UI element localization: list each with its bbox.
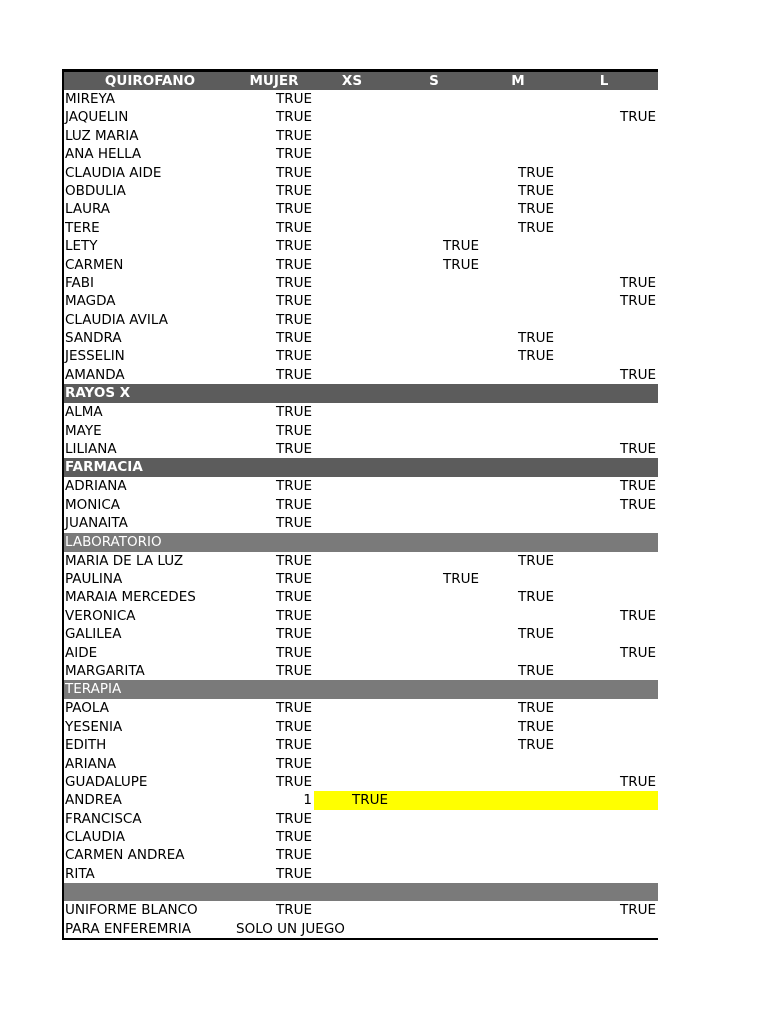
name-cell[interactable]: GALILEA [65, 626, 122, 643]
table-row [64, 496, 658, 514]
mujer-cell[interactable]: TRUE [275, 219, 312, 236]
table-row [64, 403, 658, 421]
table-row [64, 274, 658, 292]
name-cell[interactable]: MAYE [65, 422, 102, 439]
m-cell[interactable]: TRUE [517, 164, 554, 181]
header-row [64, 69, 658, 90]
mujer-cell[interactable]: TRUE [275, 865, 312, 882]
l-cell[interactable]: TRUE [619, 441, 656, 458]
name-cell[interactable]: ALMA [65, 404, 103, 421]
table-body [64, 90, 658, 940]
s-cell[interactable]: TRUE [442, 238, 479, 255]
spreadsheet-table [62, 69, 658, 940]
name-cell[interactable]: LUZ MARIA [65, 127, 139, 144]
m-cell[interactable]: TRUE [517, 626, 554, 643]
mujer-cell[interactable]: TRUE [275, 146, 312, 163]
table-row [64, 127, 658, 145]
name-cell[interactable]: ADRIANA [65, 478, 127, 495]
table-row [64, 237, 658, 255]
s-cell[interactable]: TRUE [442, 570, 479, 587]
l-cell[interactable]: TRUE [619, 902, 656, 919]
table-row [64, 145, 658, 163]
table-row [64, 477, 658, 495]
name-cell[interactable]: CLAUDIA AVILA [65, 311, 168, 328]
name-cell[interactable]: AMANDA [65, 366, 125, 383]
table-row [64, 366, 658, 384]
name-cell[interactable]: JESSELIN [65, 348, 125, 365]
m-cell[interactable]: TRUE [517, 737, 554, 754]
name-cell[interactable]: LAURA [65, 201, 111, 218]
table-row [64, 828, 658, 846]
m-cell[interactable]: TRUE [517, 718, 554, 735]
mujer-cell[interactable]: TRUE [275, 441, 312, 458]
mujer-cell[interactable]: TRUE [275, 662, 312, 679]
table-row [64, 219, 658, 237]
m-cell[interactable]: TRUE [517, 201, 554, 218]
name-cell[interactable]: TERE [65, 219, 100, 236]
table-row [64, 90, 658, 108]
table-row [64, 773, 658, 791]
table-row [64, 699, 658, 717]
name-cell[interactable]: MAGDA [65, 293, 116, 310]
mujer-cell[interactable]: TRUE [275, 201, 312, 218]
name-cell[interactable]: YESENIA [65, 718, 123, 735]
name-cell[interactable]: ANDREA [65, 792, 122, 809]
table-row [64, 182, 658, 200]
l-cell[interactable]: TRUE [619, 496, 656, 513]
table-row [64, 755, 658, 773]
name-cell[interactable]: RITA [65, 865, 95, 882]
header-l[interactable]: L [599, 73, 609, 89]
table-row [64, 347, 658, 365]
l-cell[interactable]: TRUE [619, 478, 656, 495]
table-row [64, 200, 658, 218]
mujer-cell[interactable]: TRUE [275, 718, 312, 735]
m-cell[interactable]: TRUE [517, 662, 554, 679]
l-cell[interactable]: TRUE [619, 366, 656, 383]
mujer-cell[interactable]: TRUE [275, 404, 312, 421]
name-cell[interactable]: GUADALUPE [65, 773, 148, 790]
name-cell[interactable]: FRANCISCA [65, 810, 142, 827]
name-cell[interactable]: ANA HELLA [65, 146, 142, 163]
name-cell[interactable]: ARIANA [65, 755, 117, 772]
section-label[interactable]: FARMACIA [65, 459, 143, 476]
table-row [64, 846, 658, 864]
name-cell[interactable]: LILIANA [65, 441, 117, 458]
mujer-cell[interactable]: TRUE [275, 570, 312, 587]
mujer-cell[interactable]: TRUE [275, 182, 312, 199]
name-cell[interactable]: JAQUELIN [65, 109, 129, 126]
header-mujer[interactable]: MUJER [249, 73, 299, 89]
l-cell[interactable]: TRUE [619, 607, 656, 624]
name-cell[interactable]: CARMEN ANDREA [65, 847, 185, 864]
mujer-cell[interactable]: TRUE [275, 644, 312, 661]
mujer-cell[interactable]: TRUE [275, 127, 312, 144]
mujer-cell[interactable]: TRUE [275, 91, 312, 107]
name-cell[interactable]: LETY [65, 238, 98, 255]
name-cell[interactable]: PAOLA [65, 700, 109, 717]
header-xs[interactable]: XS [341, 73, 363, 89]
table-row [64, 164, 658, 182]
m-cell[interactable]: TRUE [517, 219, 554, 236]
table-row [64, 920, 658, 940]
mujer-cell[interactable]: TRUE [275, 366, 312, 383]
name-cell[interactable]: FABI [65, 274, 95, 291]
name-cell[interactable]: UNIFORME BLANCO [65, 902, 198, 919]
name-cell[interactable]: JUANAITA [65, 515, 128, 532]
mujer-cell[interactable]: TRUE [275, 238, 312, 255]
section-header-row [64, 883, 658, 901]
mujer-cell[interactable]: TRUE [275, 700, 312, 717]
name-cell[interactable]: OBDULIA [65, 182, 126, 199]
l-cell[interactable]: TRUE [619, 274, 656, 291]
table-row [64, 570, 658, 588]
table-row [64, 662, 658, 680]
name-cell[interactable]: MIREYA [65, 91, 115, 107]
mujer-cell[interactable]: TRUE [275, 773, 312, 790]
section-header-row [64, 384, 658, 403]
mujer-cell[interactable]: TRUE [275, 847, 312, 864]
mujer-cell[interactable]: TRUE [275, 422, 312, 439]
table-row [64, 718, 658, 736]
mujer-cell[interactable]: TRUE [275, 755, 312, 772]
name-cell[interactable]: AIDE [65, 644, 98, 661]
name-cell[interactable]: MARGARITA [65, 662, 145, 679]
table-row [64, 791, 658, 809]
table-row [64, 514, 658, 532]
table-row [64, 625, 658, 643]
name-cell[interactable]: PARA ENFEREMRIA [65, 920, 191, 937]
mujer-cell[interactable]: TRUE [275, 626, 312, 643]
l-cell[interactable]: TRUE [619, 109, 656, 126]
mujer-cell[interactable]: TRUE [275, 810, 312, 827]
name-cell[interactable]: SANDRA [65, 330, 122, 347]
m-cell[interactable]: TRUE [517, 348, 554, 365]
mujer-cell[interactable]: TRUE [275, 164, 312, 181]
mujer-cell[interactable]: TRUE [275, 515, 312, 532]
table-row [64, 552, 658, 570]
mujer-cell[interactable]: TRUE [275, 589, 312, 606]
section-header-row [64, 458, 658, 477]
s-cell[interactable]: TRUE [442, 256, 479, 273]
table-row [64, 810, 658, 828]
mujer-cell[interactable]: TRUE [275, 607, 312, 624]
name-cell[interactable]: CARMEN [65, 256, 124, 273]
m-cell[interactable]: TRUE [517, 700, 554, 717]
mujer-cell[interactable]: TRUE [275, 478, 312, 495]
mujer-cell[interactable]: TRUE [275, 829, 312, 846]
l-cell[interactable]: TRUE [619, 293, 656, 310]
mujer-cell[interactable]: TRUE [275, 737, 312, 754]
table-row [64, 440, 658, 458]
mujer-cell[interactable]: TRUE [275, 330, 312, 347]
name-cell[interactable]: MARAIA MERCEDES [65, 589, 196, 606]
l-cell[interactable]: TRUE [619, 644, 656, 661]
header-m[interactable]: M [511, 73, 525, 89]
table-row [64, 108, 658, 126]
table-row [64, 901, 658, 919]
section-header-row [64, 680, 658, 699]
table-row [64, 865, 658, 883]
mujer-cell[interactable]: TRUE [275, 311, 312, 328]
name-cell[interactable]: EDITH [65, 737, 107, 754]
table-row [64, 329, 658, 347]
table-row [64, 292, 658, 310]
name-cell[interactable]: MARIA DE LA LUZ [65, 552, 184, 569]
mujer-cell[interactable]: TRUE [275, 293, 312, 310]
mujer-cell[interactable]: TRUE [275, 348, 312, 365]
mujer-cell[interactable]: TRUE [275, 274, 312, 291]
name-cell[interactable]: CLAUDIA AIDE [65, 164, 162, 181]
header-s[interactable]: S [429, 73, 439, 89]
section-label[interactable]: RAYOS X [65, 385, 131, 402]
m-cell[interactable]: TRUE [517, 589, 554, 606]
table-row [64, 736, 658, 754]
mujer-cell[interactable]: TRUE [275, 902, 312, 919]
mujer-cell[interactable]: TRUE [275, 256, 312, 273]
section-label[interactable]: LABORATORIO [65, 533, 162, 550]
name-cell[interactable]: CLAUDIA [65, 829, 125, 846]
m-cell[interactable]: TRUE [517, 330, 554, 347]
table-row [64, 607, 658, 625]
m-cell[interactable]: TRUE [517, 182, 554, 199]
mujer-cell[interactable]: SOLO UN JUEGO [236, 920, 345, 937]
header-quirofano[interactable]: QUIROFANO [104, 73, 196, 89]
table-row [64, 644, 658, 662]
table-row [64, 311, 658, 329]
mujer-cell[interactable]: TRUE [275, 496, 312, 513]
name-cell[interactable]: PAULINA [65, 570, 123, 587]
table-row [64, 256, 658, 274]
section-label[interactable]: TERAPIA [65, 681, 122, 698]
mujer-cell[interactable]: TRUE [275, 109, 312, 126]
name-cell[interactable]: VERONICA [65, 607, 136, 624]
mujer-cell[interactable]: 1 [303, 792, 312, 809]
table-row [64, 588, 658, 606]
m-cell[interactable]: TRUE [517, 552, 554, 569]
l-cell[interactable]: TRUE [619, 773, 656, 790]
table-row [64, 422, 658, 440]
name-cell[interactable]: MONICA [65, 496, 121, 513]
xs-cell[interactable]: TRUE [352, 792, 389, 809]
section-header-row [64, 533, 658, 552]
mujer-cell[interactable]: TRUE [275, 552, 312, 569]
